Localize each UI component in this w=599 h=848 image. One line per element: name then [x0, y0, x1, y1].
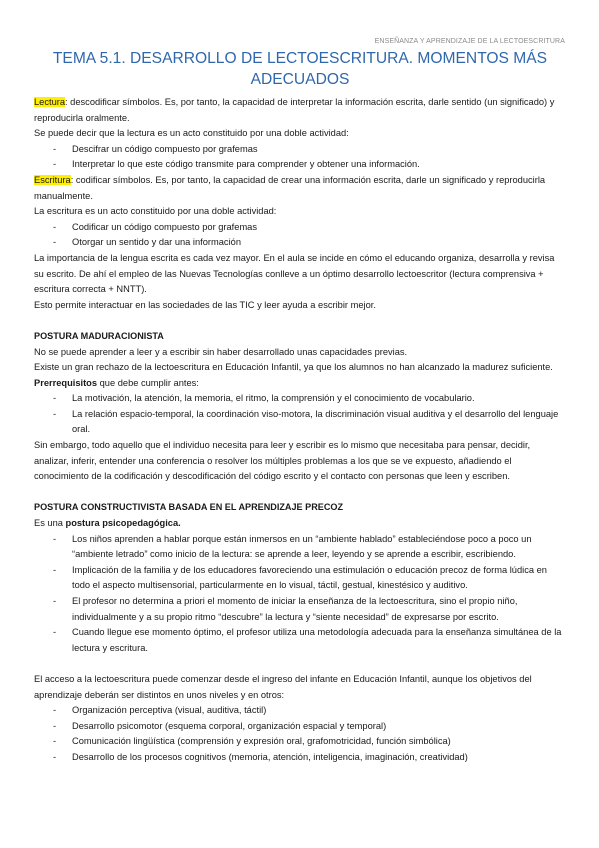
- list-item: - La relación espacio-temporal, la coordinación viso-motora, la discriminación visual auditiva y el desarrollo del lenguaje oral.: [34, 407, 566, 438]
- escritura-term: Escritura: [34, 174, 71, 185]
- escritura-definition: [34, 173, 566, 204]
- constructivista-intro: [34, 516, 566, 532]
- maduracionista-p2: Existe un gran rechazo de la lectoescritura en Educación Infantil, ya que los alumnos no han alcanzado la madurez suficiente.: [34, 362, 553, 373]
- list-item: - Desarrollo psicomotor (esquema corporal, organización espacial y temporal): [34, 719, 566, 735]
- list-item: - Codificar un código compuesto por grafemas: [34, 220, 566, 236]
- list-item: - Comunicación lingüística (comprensión y expresión oral, grafomotricidad, función simbólica): [34, 734, 566, 750]
- constructivista-intro-text: Es una: [34, 518, 66, 529]
- lectura-definition: [34, 95, 566, 126]
- constructivista-list: [34, 532, 566, 657]
- list-item: - Interpretar lo que este código transmite para comprender y obtener una información.: [34, 157, 566, 173]
- section-heading-maduracionista: POSTURA MADURACIONISTA: [34, 330, 164, 341]
- acceso-list: [34, 703, 566, 765]
- document-body: [34, 95, 566, 766]
- tic-paragraph: Esto permite interactuar en las sociedades de las TIC y leer ayuda a escribir mejor.: [34, 299, 376, 310]
- list-item: - Cuando llegue ese momento óptimo, el profesor utiliza una metodología adecuada para la enseñanza simultánea de la lectura y escritura.: [34, 625, 566, 656]
- spacer: [34, 313, 566, 329]
- constructivista-intro-bold: postura psicopedagógica.: [65, 518, 181, 529]
- section-heading-constructivista: POSTURA CONSTRUCTIVISTA BASADA EN EL APRENDIZAJE PRECOZ: [34, 502, 344, 513]
- escritura-def-text: : codificar símbolos. Es, por tanto, la capacidad de crear una información escrita, darle un significado y reproducirla manualmente.: [34, 174, 546, 201]
- prerequisitos-list: [34, 391, 566, 438]
- importance-paragraph: La importancia de la lengua escrita es cada vez mayor. En el aula se incide en cómo el educando organiza, desarrolla y revisa su escrito. De ahí el empleo de las Nuevas Tecnologías conlleve a un óptimo desarrollo lectoescritor (lectura comprensiva + escritura correcta + NNTT).: [34, 252, 555, 295]
- spacer: [34, 656, 566, 672]
- lectura-list: [34, 142, 566, 173]
- spacer: [34, 485, 566, 501]
- list-item: - Organización perceptiva (visual, auditiva, táctil): [34, 703, 566, 719]
- list-item: - Otorgar un sentido y dar una información: [34, 235, 566, 251]
- list-item: - El profesor no determina a priori el momento de iniciar la enseñanza de la lectoescritura, sino el propio niño, individualmente y a su propio ritmo “descubre” la lectura y “siente necesidad” de expresarse por escrito.: [34, 594, 566, 625]
- prerequisitos-rest: que debe cumplir antes:: [97, 377, 199, 388]
- title-line-2: ADECUADOS: [250, 71, 350, 88]
- running-header: ENSEÑANZA Y APRENDIZAJE DE LA LECTOESCRITURA: [374, 38, 565, 45]
- title-line-1: TEMA 5.1. DESARROLLO DE LECTOESCRITURA. MOMENTOS MÁS: [52, 50, 548, 67]
- maduracionista-p3: Sin embargo, todo aquello que el individuo necesita para leer y escribir es lo mismo que necesitaba para pensar, decidir, analizar, inferir, entender una conferencia o resolver los múltiples problemas a los que se ve expuesto, añadiendo el conocimiento de la codificación y descodificación del código escrito y el contacto con personas que leen y escriben.: [34, 440, 531, 482]
- list-item: - Implicación de la familia y de los educadores favoreciendo una estimulación o educación precoz de forma lúdica en todo el aspecto multisensorial, particularmente en lo visual, táctil, gestual, kinestésico y auditivo.: [34, 563, 566, 594]
- lectura-term: Lectura: [34, 97, 66, 107]
- list-item: - Desarrollo de los procesos cognitivos (memoria, atención, inteligencia, imaginación, creatividad): [34, 750, 566, 766]
- acceso-paragraph: El acceso a la lectoescritura puede comenzar desde el ingreso del infante en Educación Infantil, aunque los objetivos del aprendizaje deberán ser distintos en unos niveles y en otros:: [34, 673, 532, 700]
- escritura-list: [34, 220, 566, 251]
- lectura-intro: Se puede decir que la lectura es un acto constituido por una doble actividad:: [34, 128, 349, 139]
- prerequisitos-line: [34, 376, 566, 392]
- list-item: - La motivación, la atención, la memoria, el ritmo, la comprensión y el conocimiento de vocabulario.: [34, 391, 566, 407]
- prerequisitos-term: Prerrequisitos: [34, 377, 98, 388]
- page-title: [34, 0, 566, 90]
- escritura-intro: La escritura es un acto constituido por una doble actividad:: [34, 206, 277, 217]
- list-item: - Los niños aprenden a hablar porque están inmersos en un “ambiente hablado” estableciéndose poco a poco un “ambiente letrado” como inicio de la lectura: se aprende a leer, leyendo y se aprende a escribir, escribiendo.: [34, 532, 566, 563]
- lectura-def-text: : descodificar símbolos. Es, por tanto, la capacidad de interpretar la información escrita, darle sentido (un significado) y reproducirla oralmente.: [34, 97, 555, 123]
- list-item: - Descifrar un código compuesto por grafemas: [34, 142, 566, 158]
- maduracionista-p1: No se puede aprender a leer y a escribir sin haber desarrollado unas capacidades previas.: [34, 346, 408, 357]
